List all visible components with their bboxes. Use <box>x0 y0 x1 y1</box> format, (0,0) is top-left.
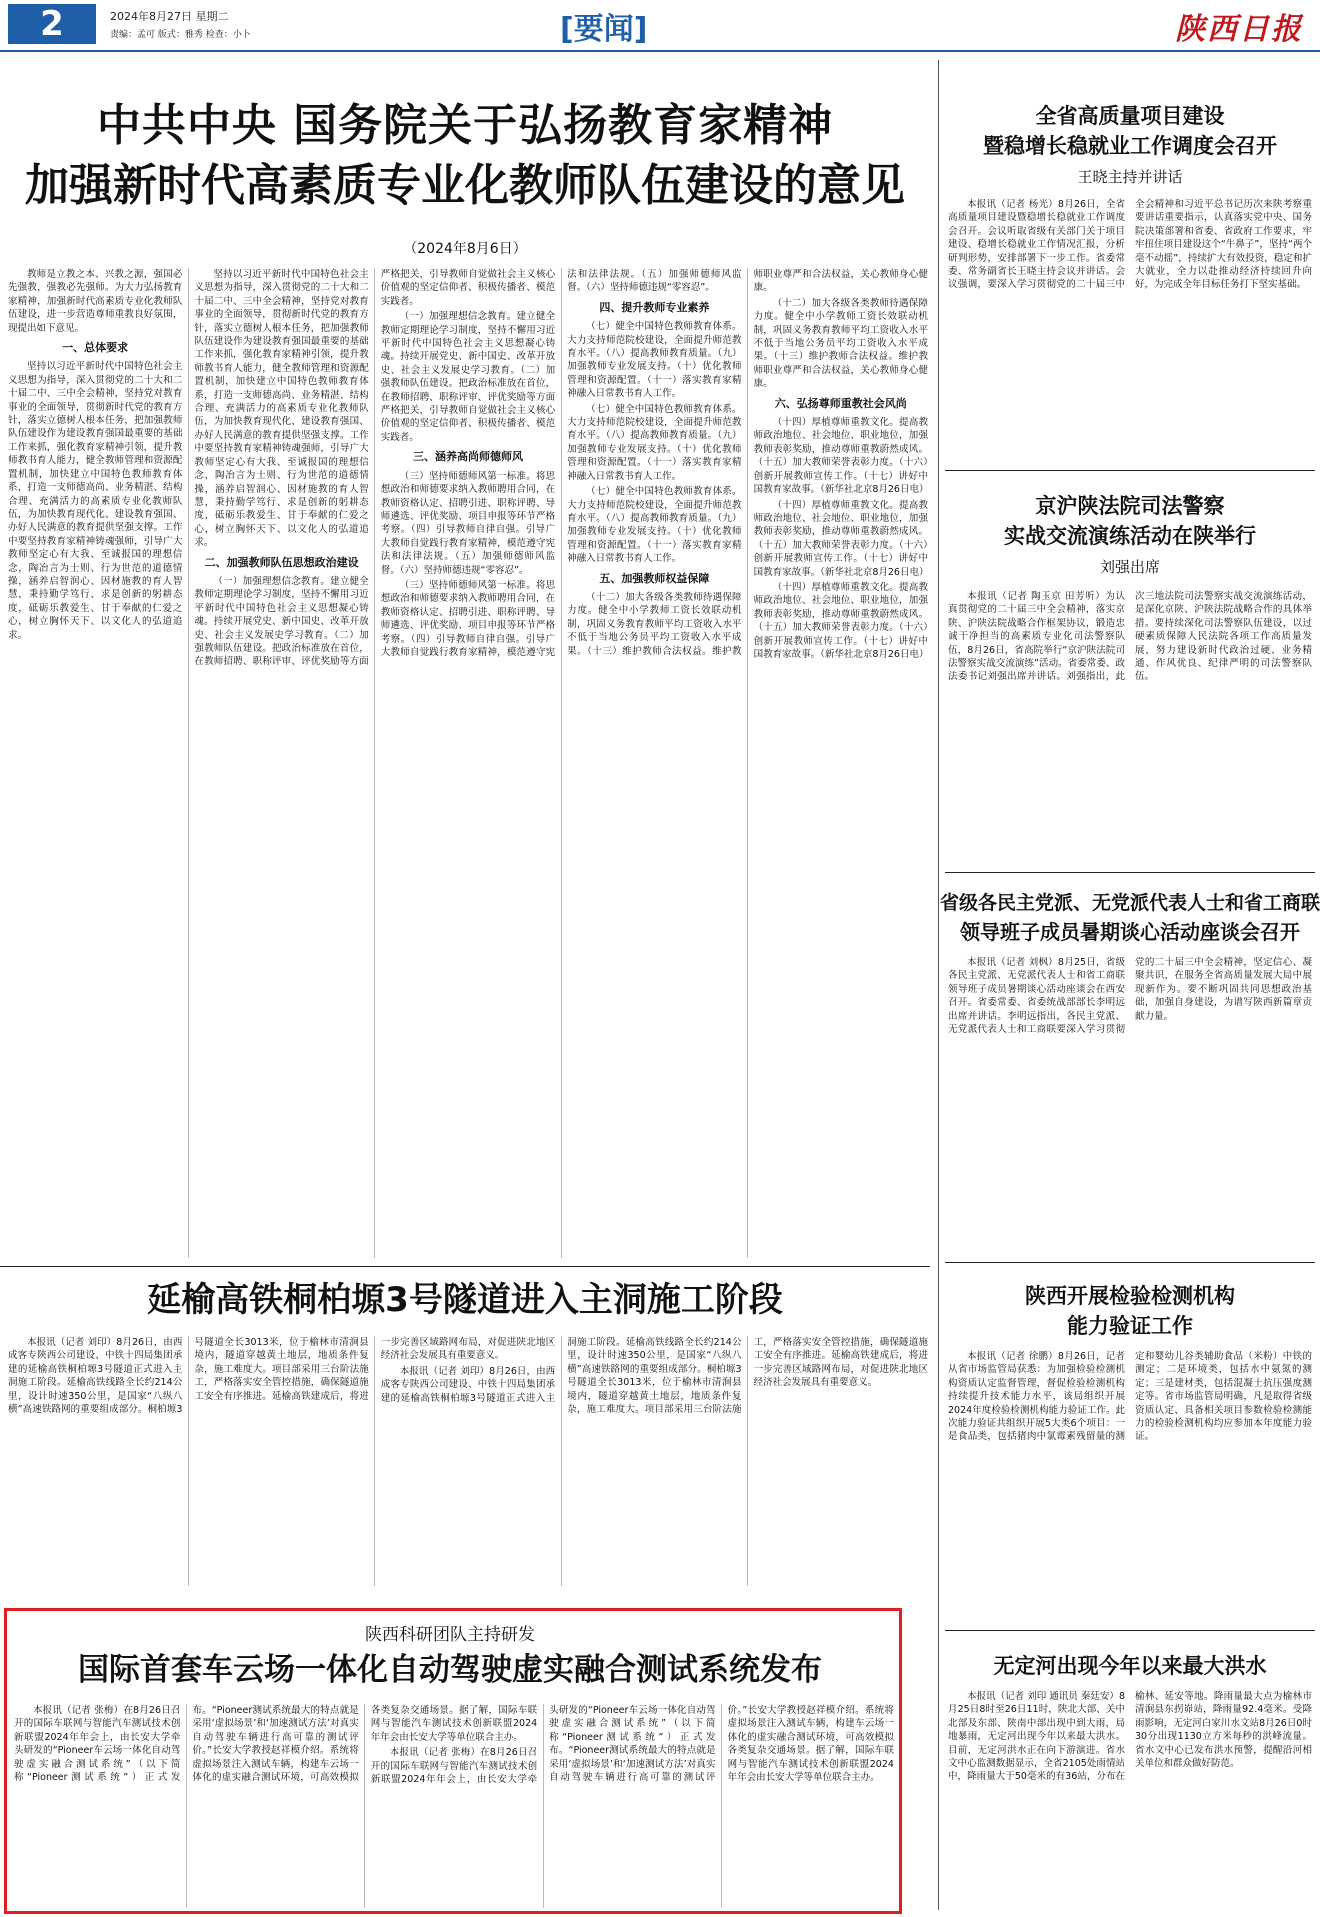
tunnel-text: 本报讯（记者 刘印）8月26日，由西成客专陕西公司建设、中铁十四局集团承建的延榆高铁桐柏塬3号隧道正式进入主洞施工阶段。延榆高铁线路全长约214公里，设计时速350公里，是国家“八纵八横”高速铁路网的重要组成部分。桐柏塬3号隧道全长3013米，位于榆林市清涧县境内，隧道穿越黄土地层，地质条件复杂，施工难度大。项目部采用三台阶法施工，严格落实安全管控措施，确保隧道施工安全有序推进。延榆高铁建成后，将进一步完善区域路网布局，对促进陕北地区经济社会发展具有重要意义。 <box>380 1337 928 1416</box>
lead-section-text: 坚持以习近平新时代中国特色社会主义思想为指导，深入贯彻党的二十大和二十届二中、三中全会精神，坚持党对教育事业的全面领导，贯彻新时代党的教育方针，落实立德树人根本任务，把加强教师队伍建设作为建设教育强国最重要的基础工作来抓，强化教育家精神引领，提升教师教书育人能力，健全教师管理和资源配置机制，加快建立中国特色教师教育体系，打造一支师德高尚、业务精湛、结构合理、充满活力的高素质专业化教师队伍，为加快教育现代化、建设教育强国、办好人民满意的教育提供坚强支撑。工作中要坚持教育家精神铸魂强师，引导广大教师坚定心有大我、至诚报国的理想信念，陶冶言为士则、行为世范的道德情操，涵养启智润心、因材施教的育人智慧，秉持勤学笃行、求是创新的躬耕态度，砥砺乐教爱生、甘于奉献的仁爱之心，树立胸怀天下、以文化人的弘道追求。 <box>8 361 183 641</box>
lead-section-heading: 一、总体要求 <box>62 341 129 355</box>
right-article-text: 本报讯（记者 杨光）8月26日，全省高质量项目建设暨稳增长稳就业工作调度会召开。会议听取省级有关部门关于项目建设、稳增长稳就业工作情况汇报，分析研判形势，安排部署下一步工作。省委常委、常务副省长王晓主持会议并讲话。会议强调，要深入学习贯彻党的二十届三中全会精神和习近平总书记历次来陕考察重要讲话重要指示，认真落实党中央、国务院决策部署和省委、省政府工作要求，牢牢扭住项目建设这个“牛鼻子”，坚持“两个毫不动摇”，持续扩大有效投资，稳定和扩大就业，全力以赴推动经济持续回升向好，为完成全年目标任务打下坚实基础。 <box>948 199 1312 291</box>
right-article-body <box>948 1350 1312 1620</box>
section-rule <box>945 1630 1315 1631</box>
autodrive-title: 国际首套车云场一体化自动驾驶虚实融合测试系统发布 <box>78 1652 822 1688</box>
right-article-title: 陕西开展检验检测机构 <box>1025 1284 1235 1308</box>
page-number: 2 <box>40 4 64 44</box>
lead-section-text: （十四）厚植尊师重教文化。提高教师政治地位、社会地位、职业地位，加强教师表彰奖励，推动尊师重教蔚然成风。（十五）加大教师荣誉表彰力度。（十六）创新开展教师宣传工作。（十七）讲好中国教育家故事。（新华社北京8月26日电） <box>753 581 928 660</box>
newspaper-logo: 陕西日报 <box>1175 12 1303 47</box>
right-article-text: 本报讯（记者 徐鹏）8月26日，记者从省市场监管局获悉：为加强检验检测机构资质认定监督管理，督促检验检测机构持续提升技术能力水平，该局组织开展2024年度检验检测机构能力验证工作。此次能力验证共组织开展5大类6个项目：一是食品类，包括猪肉中氯霉素残留量的测定和婴幼儿谷类辅助食品（米粉）中铁的测定；二是环境类，包括水中氨氮的测定；三是建材类，包括混凝土抗压强度测定等。省市场监管局明确，凡是取得省级资质认定、具备相关项目参数检验检测能力的检验检测机构均应参加本年度能力验证。 <box>948 1351 1312 1443</box>
autodrive-text: 本报讯（记者 张梅）在8月26日召开的国际车联网与智能汽车测试技术创新联盟2024年年会上，由长安大学牵头研发的“Pioneer车云场一体化自动驾驶虚实融合测试系统”（以下简称“Pioneer测试系统”）正式发布。“Pioneer测试系统最大的特点就是采用‘虚拟场景’和‘加速测试方法’对真实自动驾驶车辆进行高可靠的测试评价。”长安大学教授赵祥模介绍。系统将虚拟场景注入测试车辆，构建车云场一体化的虚实融合测试环境，可高效模拟各类复杂交通场景。据了解，国际车联网与智能汽车测试技术创新联盟2024年年会由长安大学等单位联合主办。 <box>370 1705 894 1786</box>
right-article-text: 本报讯（记者 刘印 通讯员 秦廷安）8月25日8时至26日11时，陕北大部、关中北部及东部、陕南中部出现中到大雨，局地暴雨，无定河出现今年以来最大洪水。目前，无定河洪水正在向下游演进。省水文中心监测数据显示，全省2105处雨情站中，降雨量大于50毫米的有36站，分布在榆林、延安等地。降雨量最大点为榆林市清涧县东拐峁站，降雨量92.4毫米。受降雨影响，无定河白家川水文站8月26日0时30分出现1130立方米每秒的洪峰流量。省水文中心已发布洪水预警，提醒沿河相关单位和群众做好防范。 <box>948 1691 1312 1783</box>
right-article-sub: 刘强出席 <box>1099 558 1160 576</box>
lead-section-heading: 四、提升教师专业素养 <box>599 300 710 314</box>
right-article-title: 实战交流演练活动在陕举行 <box>1004 524 1256 548</box>
tunnel-text: 本报讯（记者 刘印）8月26日，由西成客专陕西公司建设、中铁十四局集团承建的延榆高铁桐柏塬3号隧道正式进入主洞施工阶段。延榆高铁线路全长约214公里，设计时速350公里，是国家“八纵八横”高速铁路网的重要组成部分。桐柏塬3号隧道全长3013米，位于榆林市清涧县境内，隧道穿越黄土地层，地质条件复杂，施工难度大。项目部采用三台阶法施工，严格落实安全管控措施，确保隧道施工安全有序推进。延榆高铁建成后，将进一步完善区域路网布局，对促进陕北地区经济社会发展具有重要意义。 <box>8 1337 556 1416</box>
right-article-body <box>948 1690 1312 1910</box>
header-rule <box>0 50 1320 52</box>
right-article-title: 能力验证工作 <box>1067 1314 1193 1338</box>
lead-section-text: （一）加强理想信念教育。建立健全教师定期理论学习制度，坚持不懈用习近平新时代中国特色社会主义思想凝心铸魂。持续开展党史、新中国史、改革开放史、社会主义发展史学习教育。（二）加强教师队伍建设。把政治标准放在首位，在教师招聘、职称评审、评优奖励等方面严格把关，引导教师自觉做社会主义核心价值观的坚定信仰者、积极传播者、模范实践者。 <box>194 269 556 668</box>
right-article-title: 无定河出现今年以来最大洪水 <box>993 1654 1267 1678</box>
lead-section-text: （七）健全中国特色教师教育体系。大力支持师范院校建设，全面提升师范教育水平。（八）提高教师教育质量。（九）加强教师专业发展支持。（十）优化教师管理和资源配置。（十一）落实教育家精神融入日常教书育人工作。 <box>567 403 742 482</box>
lead-section-text: （一）加强理想信念教育。建立健全教师定期理论学习制度，坚持不懈用习近平新时代中国特色社会主义思想凝心铸魂。持续开展党史、新中国史、改革开放史、社会主义发展史学习教育。（二）加强教师队伍建设。把政治标准放在首位，在教师招聘、职称评审、评优奖励等方面严格把关，引导教师自觉做社会主义核心价值观的坚定信仰者、积极传播者、模范实践者。 <box>380 311 556 443</box>
section-rule <box>945 1262 1315 1263</box>
lead-section-text: （十四）厚植尊师重教文化。提高教师政治地位、社会地位、职业地位，加强教师表彰奖励，推动尊师重教蔚然成风。（十五）加大教师荣誉表彰力度。（十六）创新开展教师宣传工作。（十七）讲好中国教育家故事。（新华社北京8月26日电） <box>753 499 928 578</box>
lead-section-text: （七）健全中国特色教师教育体系。大力支持师范院校建设，全面提升师范教育水平。（八）提高教师教育质量。（九）加强教师专业发展支持。（十）优化教师管理和资源配置。（十一）落实教育家精神融入日常教书育人工作。 <box>567 486 742 565</box>
right-article-text: 本报讯（记者 陶玉京 田芳听）为认真贯彻党的二十届三中全会精神，落实京陕、沪陕法院战略合作框架协议，锻造忠诚干净担当的高素质专业化司法警察队伍，8月26日，省高院举行“京沪陕法院司法警察实战交流演练”活动。省委常委、政法委书记刘强出席并讲话。刘强指出，此次三地法院司法警察实战交流演练活动，是深化京陕、沪陕法院战略合作的具体举措。要持续深化司法警察队伍建设，以过硬素质保障人民法院各项工作高质量发展，努力建设新时代政治过硬、业务精通、作风优良、纪律严明的司法警察队伍。 <box>948 591 1312 683</box>
tunnel-body <box>8 1336 928 1586</box>
lead-intro: 教师是立教之本、兴教之源，强国必先强教，强教必先强师。为大力弘扬教育家精神，加强新时代高素质专业化教师队伍建设，进一步营造尊师重教良好氛围，现提出如下意见。 <box>8 269 183 334</box>
autodrive-text: 本报讯（记者 张梅）在8月26日召开的国际车联网与智能汽车测试技术创新联盟2024年年会上，由长安大学牵头研发的“Pioneer车云场一体化自动驾驶虚实融合测试系统”（以下简称“Pioneer测试系统”）正式发布。“Pioneer测试系统最大的特点就是采用‘虚拟场景’和‘加速测试方法’对真实自动驾驶车辆进行高可靠的测试评价。”长安大学教授赵祥模介绍。系统将虚拟场景注入测试车辆，构建车云场一体化的虚实融合测试环境，可高效模拟各类复杂交通场景。据了解，国际车联网与智能汽车测试技术创新联盟2024年年会由长安大学等单位联合主办。 <box>14 1705 538 1784</box>
section-rule <box>945 872 1315 873</box>
page-number-badge <box>8 4 96 44</box>
lead-section-heading: 二、加强教师队伍思想政治建设 <box>204 555 359 569</box>
right-article-title: 全省高质量项目建设 <box>1035 104 1225 128</box>
lead-title-line-1: 中共中央 国务院关于弘扬教育家精神 <box>96 100 834 151</box>
lead-section-text: （三）坚持师德师风第一标准。将思想政治和师德要求纳入教师聘用合同，在教师资格认定、招聘引进、职称评聘、导师遴选、评优奖励、项目申报等环节严格考察。（四）引导教师自律自强。引导广大教师自觉践行教育家精神，模范遵守宪法和法律法规。（五）加强师德师风监督。（六）坚持师德违规“零容忍”。 <box>380 470 556 576</box>
lead-section-text: 坚持以习近平新时代中国特色社会主义思想为指导，深入贯彻党的二十大和二十届二中、三中全会精神，坚持党对教育事业的全面领导，贯彻新时代党的教育方针，落实立德树人根本任务，把加强教师队伍建设作为建设教育强国最重要的基础工作来抓，强化教育家精神引领，提升教师教书育人能力，健全教师管理和资源配置机制，加快建立中国特色教师教育体系，打造一支师德高尚、业务精湛、结构合理、充满活力的高素质专业化教师队伍，为加快教育现代化、建设教育强国、办好人民满意的教育提供坚强支撑。工作中要坚持教育家精神铸魂强师，引导广大教师坚定心有大我、至诚报国的理想信念，陶冶言为士则、行为世范的道德情操，涵养启智润心、因材施教的育人智慧，秉持勤学笃行、求是创新的躬耕态度，砥砺乐教爱生、甘于奉献的仁爱之心，树立胸怀天下、以文化人的弘道追求。 <box>194 269 369 549</box>
section-tag: [要闻] <box>560 12 648 47</box>
lead-section-heading: 五、加强教师权益保障 <box>599 571 710 585</box>
right-article-text: 本报讯（记者 刘枫）8月25日，省级各民主党派、无党派代表人士和省工商联领导班子成员暑期谈心活动座谈会在西安召开。省委常委、省委统战部部长李明远出席并讲话。李明远指出，各民主党派、无党派代表人士和工商联要深入学习贯彻党的二十届三中全会精神，坚定信心、凝聚共识，在服务全省高质量发展大局中展现新作为。要不断巩固共同思想政治基础，加强自身建设，为谱写陕西新篇章贡献力量。 <box>948 957 1312 1036</box>
lead-section-text: （三）坚持师德师风第一标准。将思想政治和师德要求纳入教师聘用合同，在教师资格认定、招聘引进、职称评聘、导师遴选、评优奖励、项目申报等环节严格考察。（四）引导教师自律自强。引导广大教师自觉践行教育家精神，模范遵守宪法和法律法规。（五）加强师德师风监督。（六）坚持师德违规“零容忍”。 <box>380 269 742 658</box>
lead-section-text: （十二）加大各级各类教师待遇保障力度。健全中小学教师工资长效联动机制，巩固义务教育教师平均工资收入水平不低于当地公务员平均工资收入水平成果。（十三）维护教师合法权益。维护教师职业尊严和合法权益，关心教师身心健康。 <box>567 269 928 657</box>
lead-title-line-2: 加强新时代高素质专业化教师队伍建设的意见 <box>25 160 905 211</box>
column-divider <box>938 60 939 1910</box>
right-article-body <box>948 590 1312 862</box>
lead-section-text: （十二）加大各级各类教师待遇保障力度。健全中小学教师工资长效联动机制，巩固义务教育教师平均工资收入水平不低于当地公务员平均工资收入水平成果。（十三）维护教师合法权益。维护教师职业尊严和合法权益，关心教师身心健康。 <box>753 297 928 390</box>
right-article-sub: 王晓主持并讲话 <box>1077 168 1183 186</box>
lead-section-heading: 三、涵养高尚师德师风 <box>412 450 523 464</box>
autodrive-body <box>14 1704 894 1908</box>
autodrive-kicker: 陕西科研团队主持研发 <box>365 1625 535 1645</box>
lead-section-heading: 六、弘扬尊师重教社会风尚 <box>774 396 907 410</box>
right-article-body <box>948 956 1312 1246</box>
right-article-title: 省级各民主党派、无党派代表人士和省工商联 <box>940 892 1320 914</box>
lead-section-text: （十四）厚植尊师重教文化。提高教师政治地位、社会地位、职业地位，加强教师表彰奖励，推动尊师重教蔚然成风。（十五）加大教师荣誉表彰力度。（十六）创新开展教师宣传工作。（十七）讲好中国教育家故事。（新华社北京8月26日电） <box>753 417 928 496</box>
lead-date: （2024年8月6日） <box>403 241 527 257</box>
tunnel-title: 延榆高铁桐柏塬3号隧道进入主洞施工阶段 <box>147 1280 783 1320</box>
issue-date: 2024年8月27日 星期二 <box>110 10 229 23</box>
right-article-title: 暨稳增长稳就业工作调度会召开 <box>983 134 1277 158</box>
lead-section-text: （七）健全中国特色教师教育体系。大力支持师范院校建设，全面提升师范教育水平。（八）提高教师教育质量。（九）加强教师专业发展支持。（十）优化教师管理和资源配置。（十一）落实教育家精神融入日常教书育人工作。 <box>567 321 742 400</box>
editors-line: 责编：孟可 版式：雅秀 检查：小卜 <box>110 30 251 40</box>
right-article-title: 领导班子成员暑期谈心活动座谈会召开 <box>960 920 1300 944</box>
section-rule <box>945 470 1315 471</box>
right-article-body <box>948 198 1312 460</box>
lead-body <box>8 268 928 1258</box>
section-rule <box>0 1266 930 1267</box>
right-article-title: 京沪陕法院司法警察 <box>1035 494 1225 518</box>
masthead <box>0 0 1320 50</box>
